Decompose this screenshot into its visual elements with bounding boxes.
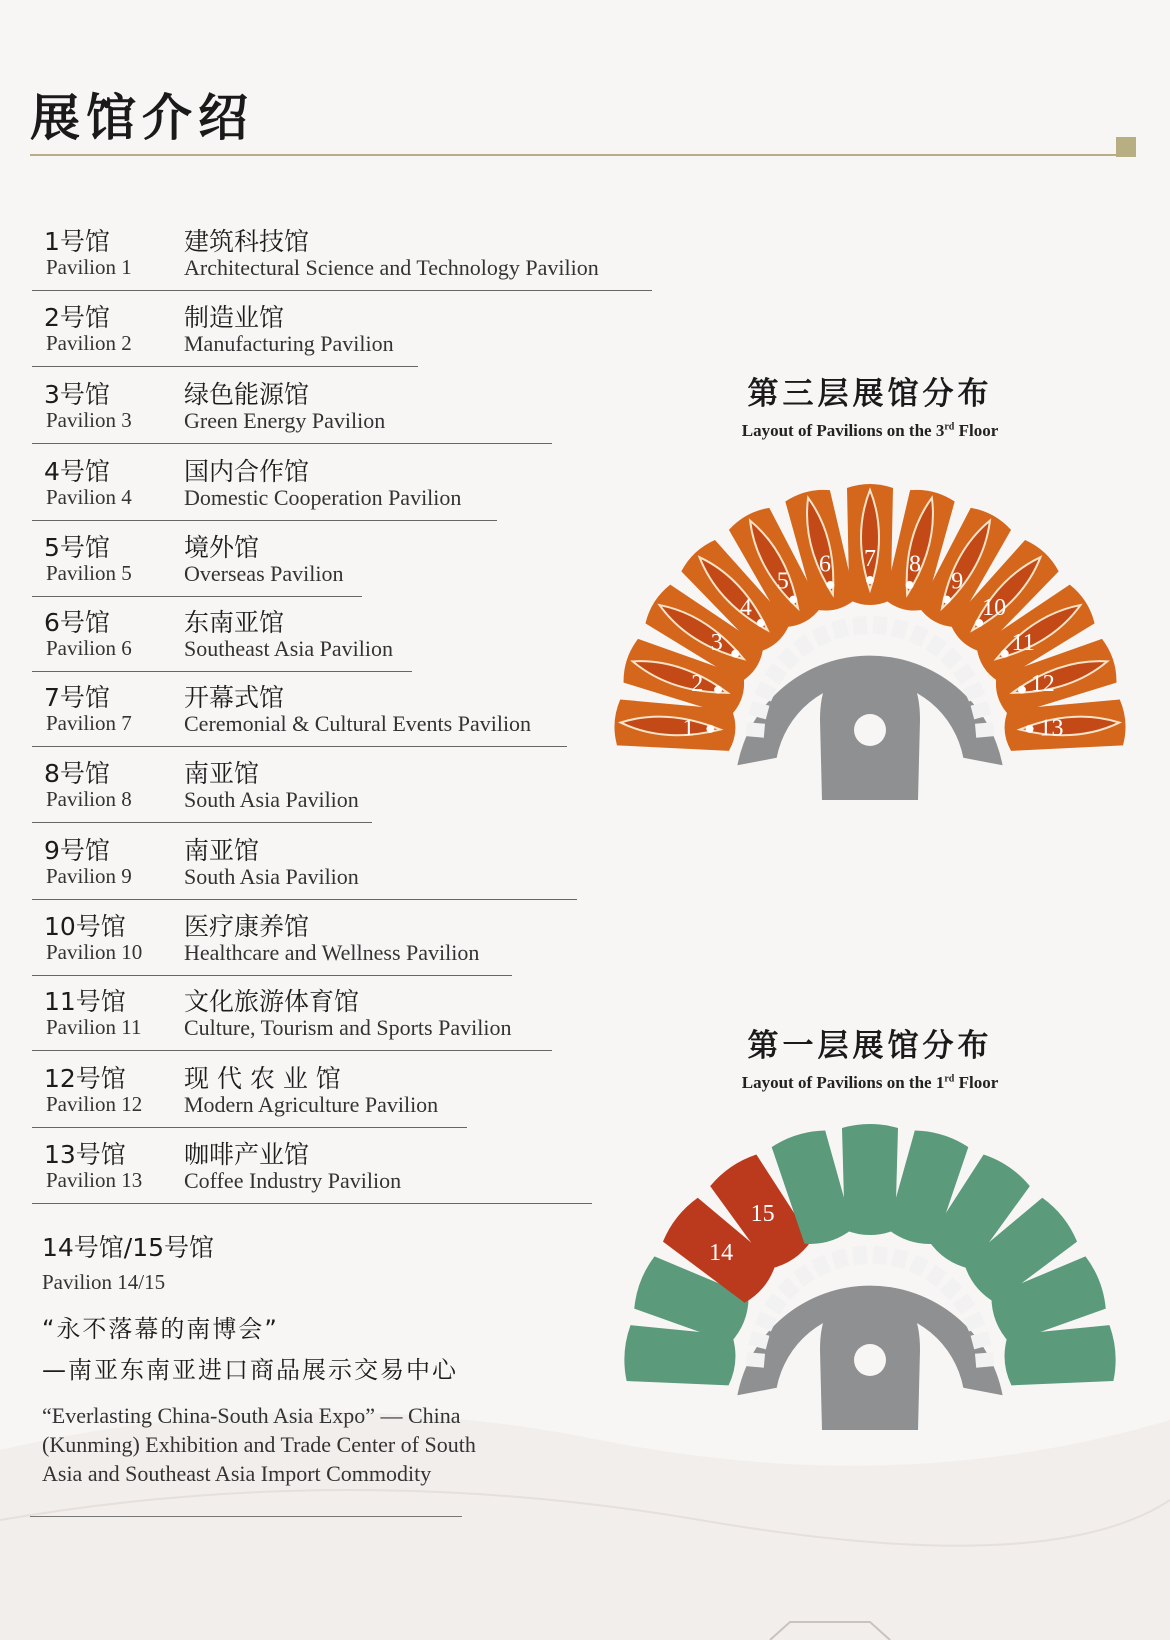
ring-window	[748, 701, 769, 719]
ring-window	[793, 634, 815, 657]
pavilion-label: 11	[1011, 629, 1035, 656]
ring-window	[852, 1246, 868, 1265]
pavilion-name-cn: 绿色能源馆	[184, 380, 310, 409]
hub-center	[854, 1344, 886, 1376]
pavilion-label: 6	[818, 551, 831, 578]
pavilion-number-en: Pavilion 1	[46, 255, 132, 279]
floor1-title-cn: 第一层展馆分布	[747, 1028, 993, 1064]
pavilion-name-cn: 开幕式馆	[184, 683, 285, 712]
ring-window	[940, 1277, 963, 1300]
pavilion-14-15-number-cn: 14号馆/15号馆	[42, 1233, 215, 1262]
pavilion-number-cn: 12号馆	[44, 1064, 126, 1093]
pavilion-name-en: South Asia Pavilion	[184, 787, 359, 812]
ring-window	[891, 1248, 909, 1269]
pavilion-14-15-name-cn-2: —南亚东南亚进口商品展示交易中心	[42, 1356, 458, 1384]
ring-window	[831, 618, 849, 639]
pavilion-name-cn: 制造业馆	[184, 303, 285, 332]
pavilion-number-cn: 10号馆	[44, 912, 126, 941]
floor3-title-en: Layout of Pavilions on the 3rd Floor	[741, 421, 999, 440]
ring-window	[953, 663, 976, 685]
pavilion-number-en: Pavilion 8	[46, 787, 132, 811]
pavilion-number-cn: 3号馆	[44, 380, 110, 409]
pavilion-row-divider	[32, 1203, 592, 1204]
floor3-title-cn: 第三层展馆分布	[747, 376, 993, 412]
floor3-title	[640, 368, 1100, 441]
ring-window	[746, 1352, 765, 1368]
pavilion-number-en: Pavilion 11	[46, 1015, 142, 1039]
pavilion-number-en: Pavilion 5	[46, 561, 132, 585]
pavilion-label: 14	[709, 1239, 734, 1266]
pavilion-number-en: Pavilion 10	[46, 940, 143, 964]
pavilion-number-cn: 5号馆	[44, 533, 110, 562]
pavilion-label: 15	[750, 1201, 775, 1228]
ring-window	[971, 1331, 992, 1349]
pavilion-name-en: Domestic Cooperation Pavilion	[184, 485, 462, 510]
ring-window	[891, 618, 909, 639]
ring-window	[748, 1331, 769, 1349]
ring-window	[852, 616, 868, 635]
pavilion-label: 5	[776, 568, 789, 595]
ring-window	[975, 722, 994, 738]
pavilion-name-en: Modern Agriculture Pavilion	[184, 1092, 439, 1117]
pavilion-number-cn: 8号馆	[44, 759, 110, 788]
pavilion-name-en: Architectural Science and Technology Pavilion	[184, 255, 599, 280]
ring-window	[925, 634, 947, 657]
pavilion-label: 10	[982, 594, 1007, 621]
pavilion-name-en: Green Energy Pavilion	[184, 408, 386, 433]
pavilion-row-divider	[32, 596, 362, 597]
floor1-layout-map	[600, 1120, 1140, 1460]
floor1-title-en: Layout of Pavilions on the 1rd Floor	[741, 1073, 999, 1092]
ring-window	[925, 1264, 947, 1287]
pavilion-row-divider	[32, 671, 412, 672]
pavilion-name-cn: 境外馆	[184, 533, 260, 562]
pavilion-number-cn: 7号馆	[44, 683, 110, 712]
pavilion-number-cn: 4号馆	[44, 457, 110, 486]
pavilion-7-wing	[847, 484, 893, 605]
ring-window	[940, 647, 963, 670]
pavilion-name-cn: 南亚馆	[184, 836, 260, 865]
ring-window	[777, 647, 800, 670]
pavilion-label: 1	[682, 715, 695, 742]
pavilion-name-en: Healthcare and Wellness Pavilion	[184, 940, 480, 965]
ring-window	[975, 1352, 994, 1368]
pavilion-name-cn: 建筑科技馆	[184, 227, 310, 256]
pavilion-name-cn: 南亚馆	[184, 759, 260, 788]
hub-center	[854, 714, 886, 746]
pavilion-row-divider	[32, 975, 512, 976]
pavilion-number-cn: 2号馆	[44, 303, 110, 332]
floor1-title	[640, 1020, 1100, 1093]
pavilion-row-divider	[32, 1050, 552, 1051]
pavilion-row-divider	[32, 290, 652, 291]
pavilion-14-15-name-cn-1: “永不落幕的南博会”	[42, 1315, 279, 1343]
pavilion-number-en: Pavilion 2	[46, 331, 132, 355]
ring-window	[777, 1277, 800, 1300]
pavilion-number-en: Pavilion 4	[46, 485, 132, 509]
pavilion-name-cn: 现 代 农 业 馆	[184, 1064, 341, 1093]
ring-window	[811, 1255, 831, 1277]
pavilion-row-divider	[32, 899, 577, 900]
pavilion-row-divider	[32, 1127, 467, 1128]
pavilion-14-15-divider	[30, 1516, 462, 1517]
pavilion-label: 4	[739, 594, 752, 621]
pavilion-number-cn: 13号馆	[44, 1140, 126, 1169]
pavilion-name-cn: 咖啡产业馆	[184, 1140, 310, 1169]
pavilion-label: 7	[864, 546, 876, 572]
pavilion-name-en: Culture, Tourism and Sports Pavilion	[184, 1015, 512, 1040]
pavilion-name-cn: 东南亚馆	[184, 608, 285, 637]
title-corner-mark	[1116, 137, 1136, 157]
pavilion-name-en: Southeast Asia Pavilion	[184, 636, 393, 661]
pavilion-label: 8	[909, 551, 922, 578]
pavilion-name-en: Ceremonial & Cultural Events Pavilion	[184, 711, 532, 736]
pavilion-name-en: Overseas Pavilion	[184, 561, 344, 586]
pavilion-row-divider	[32, 443, 552, 444]
pavilion-14-15-number-en: Pavilion 14/15	[42, 1270, 166, 1294]
pavilion-number-cn: 6号馆	[44, 608, 110, 637]
pavilion-row-divider	[32, 746, 567, 747]
pavilion-name-en: South Asia Pavilion	[184, 864, 359, 889]
pavilion-name-cn: 医疗康养馆	[184, 912, 310, 941]
ring-window	[746, 722, 765, 738]
pavilion-14-15-entry	[42, 1228, 602, 1488]
pavilion-name-en: Coffee Industry Pavilion	[184, 1168, 402, 1193]
pavilion-14-15-name-en: “Everlasting China-South Asia Expo” — China (Kunming) Exhibition and Trade Center of South Asia and Southeast Asia Import Commodity	[42, 1403, 476, 1486]
pavilion-row-divider	[32, 366, 418, 367]
pavilion-name-cn: 国内合作馆	[184, 457, 310, 486]
pavilion-label: 12	[1030, 670, 1055, 697]
ring-window	[811, 625, 831, 647]
title-divider	[30, 154, 1120, 156]
ring-window	[908, 625, 928, 647]
ring-window	[971, 701, 992, 719]
ring-window	[872, 1246, 888, 1265]
pavilion-label: 13	[1039, 715, 1064, 742]
pavilion-row-divider	[32, 520, 497, 521]
ring-window	[831, 1248, 849, 1269]
ring-window	[953, 1293, 976, 1315]
ring-window	[764, 1293, 787, 1315]
ring-window	[793, 1264, 815, 1287]
ring-window	[872, 616, 888, 635]
pavilion-number-cn: 11号馆	[44, 987, 126, 1016]
floor1-wing	[1003, 1325, 1118, 1389]
pavilion-label: 9	[951, 568, 964, 595]
pavilion-label: 2	[691, 670, 704, 697]
pavilion-number-cn: 9号馆	[44, 836, 110, 865]
pavilion-number-en: Pavilion 6	[46, 636, 132, 660]
pavilion-number-en: Pavilion 13	[46, 1168, 143, 1192]
ring-window	[764, 663, 787, 685]
ring-window	[908, 1255, 928, 1277]
pavilion-name-cn: 文化旅游体育馆	[184, 987, 360, 1016]
pavilion-number-en: Pavilion 12	[46, 1092, 143, 1116]
pavilion-number-en: Pavilion 3	[46, 408, 132, 432]
floor1-wing	[842, 1124, 898, 1235]
pavilion-name-en: Manufacturing Pavilion	[184, 331, 394, 356]
pavilion-number-en: Pavilion 9	[46, 864, 132, 888]
page-title: 展馆介绍	[30, 88, 254, 147]
pavilion-label: 3	[710, 629, 723, 656]
floor3-layout-map	[600, 470, 1140, 830]
pavilion-number-cn: 1号馆	[44, 227, 110, 256]
pavilion-number-en: Pavilion 7	[46, 711, 132, 735]
pavilion-row-divider	[32, 822, 372, 823]
